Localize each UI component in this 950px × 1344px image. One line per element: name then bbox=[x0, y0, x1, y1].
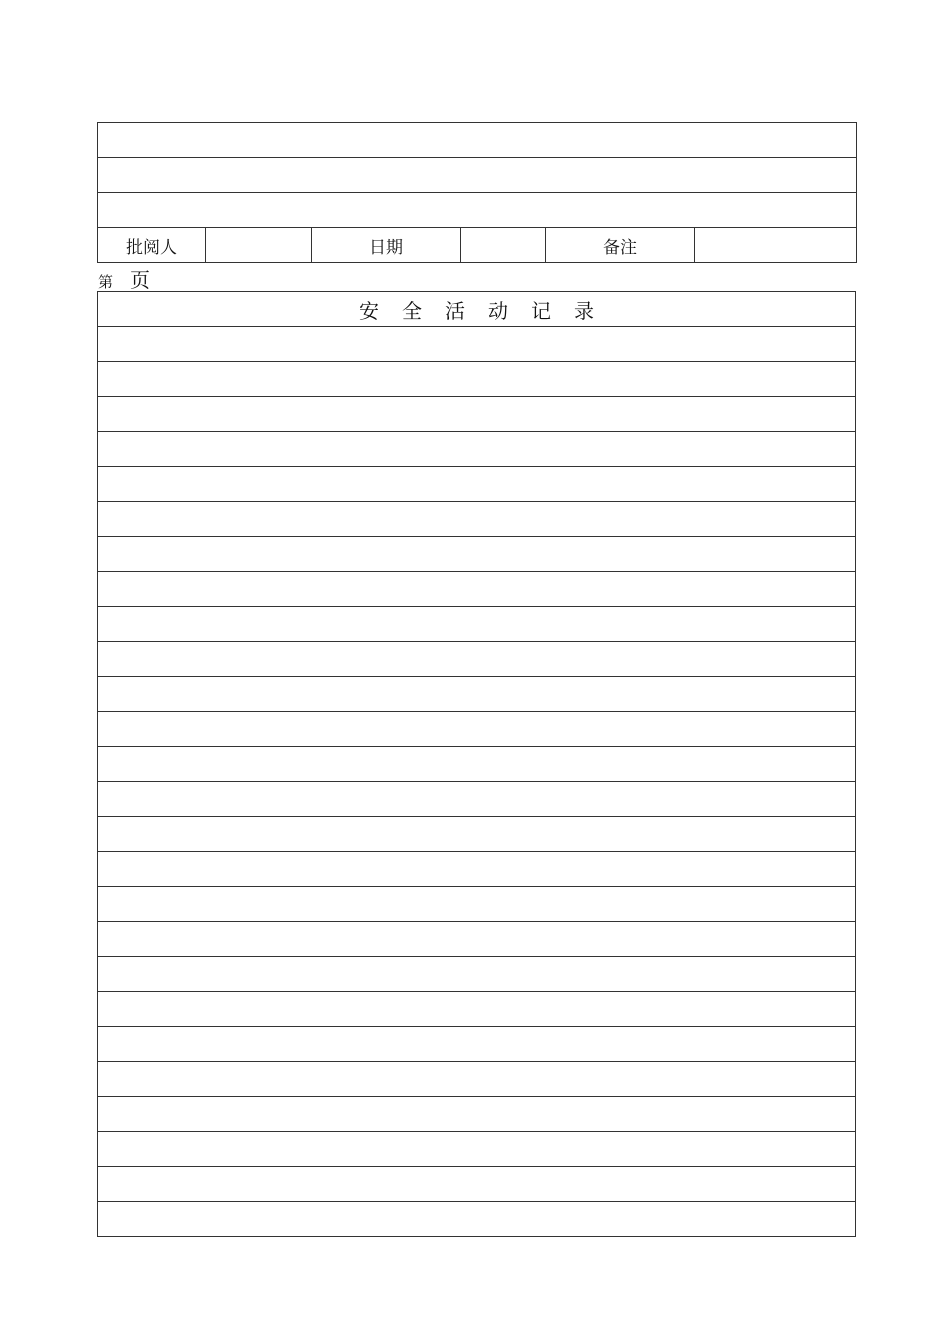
record-row bbox=[98, 782, 856, 817]
record-row bbox=[98, 1167, 856, 1202]
record-row bbox=[98, 572, 856, 607]
record-cell[interactable] bbox=[98, 572, 856, 607]
record-row bbox=[98, 957, 856, 992]
record-cell[interactable] bbox=[98, 852, 856, 887]
record-cell[interactable] bbox=[98, 712, 856, 747]
record-row bbox=[98, 1132, 856, 1167]
record-cell[interactable] bbox=[98, 327, 856, 362]
record-cell[interactable] bbox=[98, 432, 856, 467]
record-row bbox=[98, 677, 856, 712]
record-cell[interactable] bbox=[98, 817, 856, 852]
record-cell[interactable] bbox=[98, 607, 856, 642]
review-table bbox=[97, 122, 857, 263]
record-cell[interactable] bbox=[98, 677, 856, 712]
record-row bbox=[98, 1202, 856, 1237]
record-row bbox=[98, 327, 856, 362]
safety-records-table bbox=[97, 291, 856, 1237]
record-cell[interactable] bbox=[98, 397, 856, 432]
writing-row bbox=[98, 123, 857, 158]
record-cell[interactable] bbox=[98, 922, 856, 957]
remarks-field[interactable] bbox=[695, 228, 857, 263]
writing-row bbox=[98, 193, 857, 228]
record-row bbox=[98, 747, 856, 782]
page-number-line bbox=[98, 266, 150, 290]
record-cell[interactable] bbox=[98, 467, 856, 502]
record-cell[interactable] bbox=[98, 957, 856, 992]
record-cell[interactable] bbox=[98, 1167, 856, 1202]
reviewer-label: 批阅人 bbox=[98, 228, 206, 263]
record-row bbox=[98, 432, 856, 467]
record-row bbox=[98, 537, 856, 572]
record-cell[interactable] bbox=[98, 362, 856, 397]
record-row bbox=[98, 1062, 856, 1097]
writing-cell[interactable] bbox=[98, 193, 857, 228]
writing-row bbox=[98, 158, 857, 193]
record-row bbox=[98, 922, 856, 957]
record-cell[interactable] bbox=[98, 1097, 856, 1132]
record-cell[interactable] bbox=[98, 1062, 856, 1097]
remarks-label: 备注 bbox=[546, 228, 695, 263]
record-cell[interactable] bbox=[98, 1027, 856, 1062]
record-row bbox=[98, 362, 856, 397]
date-field[interactable] bbox=[461, 228, 546, 263]
writing-cell[interactable] bbox=[98, 158, 857, 193]
record-cell[interactable] bbox=[98, 887, 856, 922]
record-cell[interactable] bbox=[98, 537, 856, 572]
record-row bbox=[98, 852, 856, 887]
date-label: 日期 bbox=[312, 228, 461, 263]
record-row bbox=[98, 607, 856, 642]
record-cell[interactable] bbox=[98, 747, 856, 782]
record-row bbox=[98, 467, 856, 502]
record-cell[interactable] bbox=[98, 992, 856, 1027]
reviewer-field[interactable] bbox=[206, 228, 312, 263]
records-title: 安全活动记录 bbox=[98, 292, 856, 327]
review-row bbox=[98, 228, 857, 263]
record-row bbox=[98, 642, 856, 677]
records-title-row bbox=[98, 292, 856, 327]
record-row bbox=[98, 502, 856, 537]
record-row bbox=[98, 1027, 856, 1062]
record-row bbox=[98, 712, 856, 747]
record-cell[interactable] bbox=[98, 1132, 856, 1167]
record-cell[interactable] bbox=[98, 1202, 856, 1237]
record-row bbox=[98, 1097, 856, 1132]
page-prefix: 第 bbox=[98, 273, 114, 291]
writing-cell[interactable] bbox=[98, 123, 857, 158]
record-row bbox=[98, 397, 856, 432]
record-row bbox=[98, 817, 856, 852]
record-cell[interactable] bbox=[98, 502, 856, 537]
record-cell[interactable] bbox=[98, 642, 856, 677]
page-suffix: 页 bbox=[130, 268, 151, 292]
record-cell[interactable] bbox=[98, 782, 856, 817]
record-row bbox=[98, 992, 856, 1027]
record-row bbox=[98, 887, 856, 922]
